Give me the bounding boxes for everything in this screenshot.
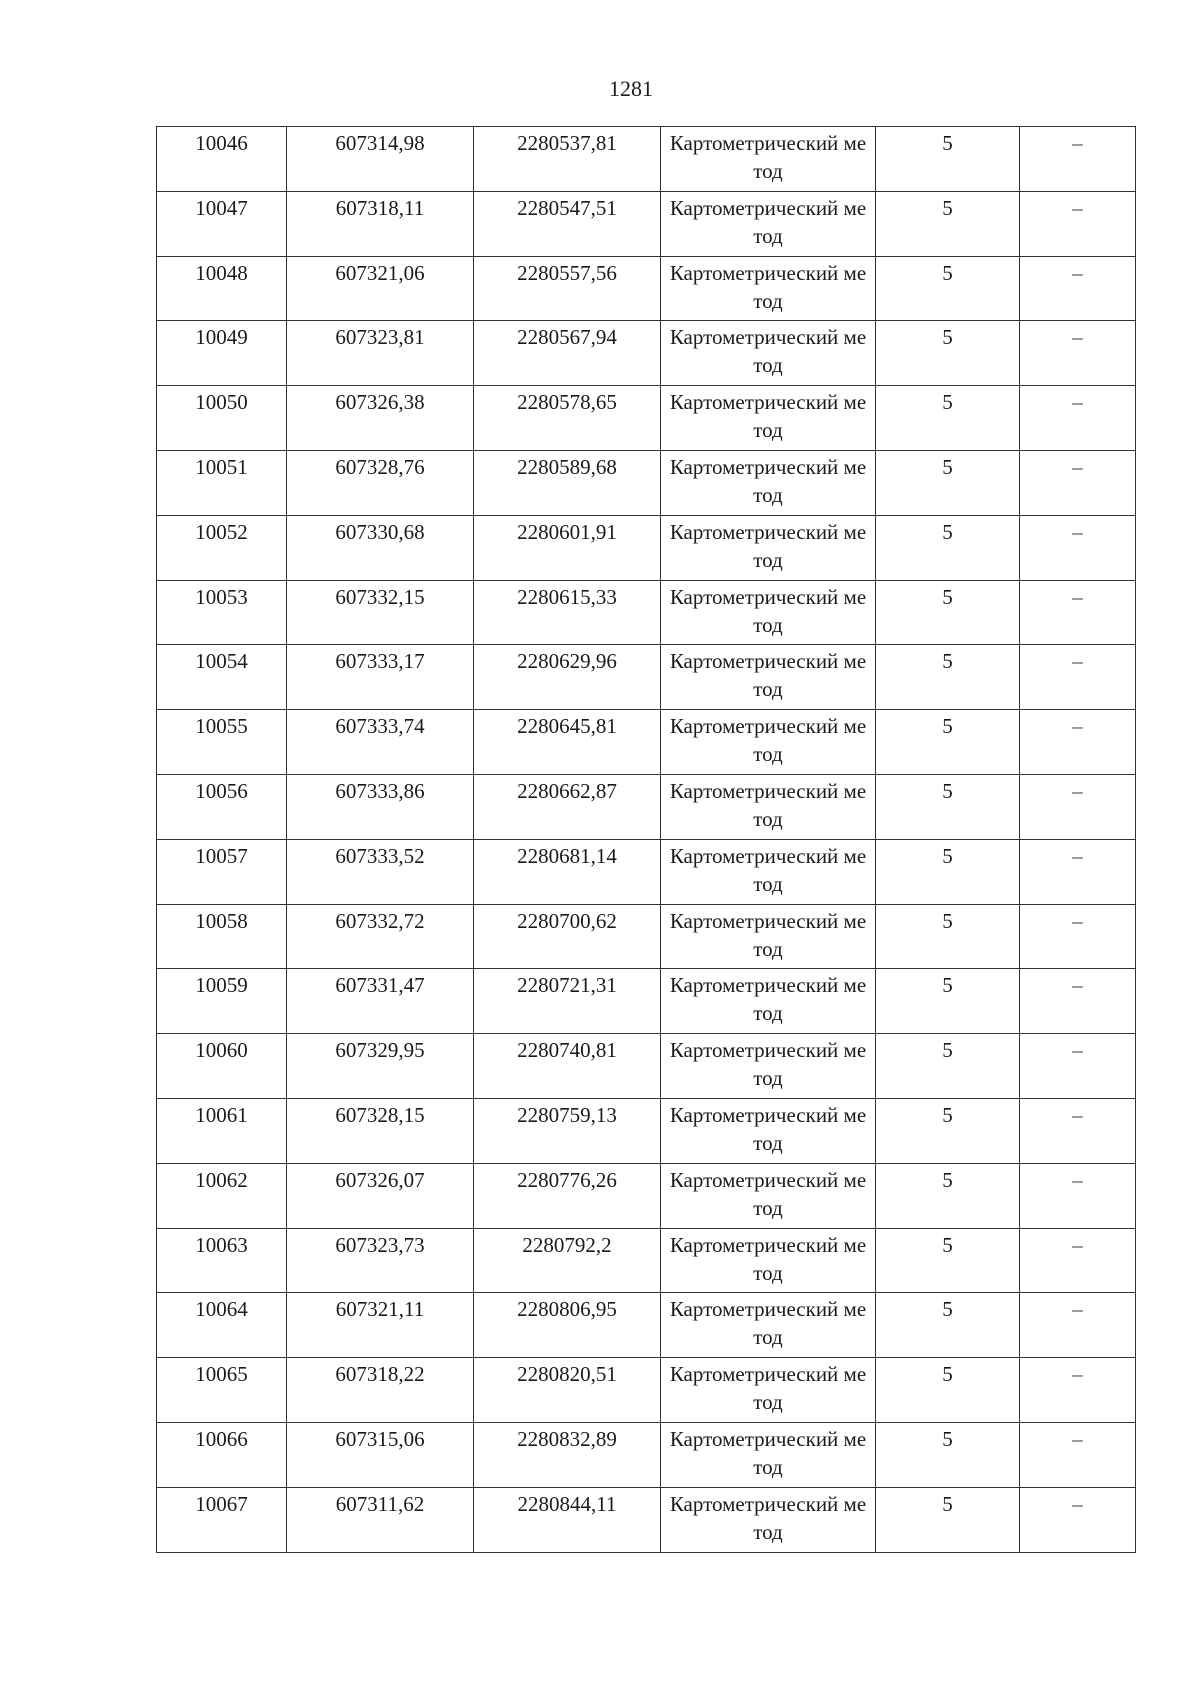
point-number-cell-text: 10054 bbox=[195, 649, 248, 674]
x-coordinate-cell bbox=[287, 1487, 474, 1552]
method-cell-text: Картометрический метод bbox=[669, 325, 867, 378]
note-cell bbox=[1020, 1422, 1136, 1487]
accuracy-cell bbox=[876, 969, 1020, 1034]
y-coordinate-cell bbox=[474, 1034, 661, 1099]
table-body bbox=[157, 127, 1136, 1553]
note-cell-text: – bbox=[1072, 1232, 1083, 1257]
table-row bbox=[157, 1098, 1136, 1163]
note-cell bbox=[1020, 450, 1136, 515]
accuracy-cell bbox=[876, 1163, 1020, 1228]
x-coordinate-cell bbox=[287, 127, 474, 192]
y-coordinate-cell bbox=[474, 1422, 661, 1487]
table-row bbox=[157, 969, 1136, 1034]
y-coordinate-cell-text: 2280681,14 bbox=[517, 843, 617, 868]
point-number-cell bbox=[157, 191, 287, 256]
accuracy-cell bbox=[876, 127, 1020, 192]
accuracy-cell-text: 5 bbox=[942, 843, 953, 868]
y-coordinate-cell-text: 2280589,68 bbox=[517, 454, 617, 479]
accuracy-cell-text: 5 bbox=[942, 584, 953, 609]
note-cell bbox=[1020, 1098, 1136, 1163]
method-cell-text: Картометрический метод bbox=[669, 649, 867, 702]
table-row bbox=[157, 645, 1136, 710]
y-coordinate-cell bbox=[474, 839, 661, 904]
point-number-cell bbox=[157, 839, 287, 904]
note-cell bbox=[1020, 127, 1136, 192]
accuracy-cell bbox=[876, 645, 1020, 710]
point-number-cell bbox=[157, 774, 287, 839]
y-coordinate-cell bbox=[474, 386, 661, 451]
accuracy-cell-text: 5 bbox=[942, 1232, 953, 1257]
y-coordinate-cell-text: 2280700,62 bbox=[517, 908, 617, 933]
note-cell bbox=[1020, 515, 1136, 580]
y-coordinate-cell bbox=[474, 904, 661, 969]
point-number-cell-text: 10063 bbox=[195, 1232, 248, 1257]
table-row bbox=[157, 1422, 1136, 1487]
y-coordinate-cell bbox=[474, 127, 661, 192]
x-coordinate-cell bbox=[287, 1034, 474, 1099]
x-coordinate-cell-text: 607323,81 bbox=[335, 325, 425, 350]
note-cell-text: – bbox=[1072, 973, 1083, 998]
point-number-cell-text: 10056 bbox=[195, 778, 248, 803]
method-cell bbox=[661, 1163, 876, 1228]
x-coordinate-cell bbox=[287, 580, 474, 645]
point-number-cell bbox=[157, 969, 287, 1034]
x-coordinate-cell bbox=[287, 839, 474, 904]
y-coordinate-cell bbox=[474, 515, 661, 580]
method-cell-text: Картометрический метод bbox=[669, 1362, 867, 1415]
accuracy-cell bbox=[876, 1487, 1020, 1552]
point-number-cell-text: 10066 bbox=[195, 1426, 248, 1451]
y-coordinate-cell bbox=[474, 1487, 661, 1552]
accuracy-cell bbox=[876, 1098, 1020, 1163]
y-coordinate-cell bbox=[474, 1163, 661, 1228]
method-cell-text: Картометрический метод bbox=[669, 1167, 867, 1220]
table-row bbox=[157, 1034, 1136, 1099]
method-cell-text: Картометрический метод bbox=[669, 1232, 867, 1285]
method-cell bbox=[661, 191, 876, 256]
accuracy-cell bbox=[876, 515, 1020, 580]
accuracy-cell bbox=[876, 904, 1020, 969]
note-cell bbox=[1020, 710, 1136, 775]
accuracy-cell-text: 5 bbox=[942, 195, 953, 220]
note-cell-text: – bbox=[1072, 1491, 1083, 1516]
point-number-cell-text: 10053 bbox=[195, 584, 248, 609]
table-row bbox=[157, 515, 1136, 580]
point-number-cell-text: 10060 bbox=[195, 1038, 248, 1063]
note-cell bbox=[1020, 386, 1136, 451]
table-row bbox=[157, 1163, 1136, 1228]
method-cell-text: Картометрический метод bbox=[669, 131, 867, 183]
x-coordinate-cell bbox=[287, 515, 474, 580]
accuracy-cell bbox=[876, 1422, 1020, 1487]
table-row bbox=[157, 1358, 1136, 1423]
x-coordinate-cell bbox=[287, 1228, 474, 1293]
method-cell-text: Картометрический метод bbox=[669, 454, 867, 507]
x-coordinate-cell bbox=[287, 710, 474, 775]
point-number-cell-text: 10065 bbox=[195, 1362, 248, 1387]
note-cell-text: – bbox=[1072, 1167, 1083, 1192]
note-cell-text: – bbox=[1072, 454, 1083, 479]
method-cell bbox=[661, 1098, 876, 1163]
x-coordinate-cell bbox=[287, 386, 474, 451]
note-cell-text: – bbox=[1072, 1426, 1083, 1451]
note-cell-text: – bbox=[1072, 390, 1083, 415]
point-number-cell-text: 10062 bbox=[195, 1167, 248, 1192]
accuracy-cell bbox=[876, 450, 1020, 515]
table-row bbox=[157, 904, 1136, 969]
note-cell bbox=[1020, 1034, 1136, 1099]
y-coordinate-cell-text: 2280662,87 bbox=[517, 778, 617, 803]
note-cell-text: – bbox=[1072, 1038, 1083, 1063]
coordinates-table bbox=[156, 126, 1136, 1553]
method-cell bbox=[661, 969, 876, 1034]
y-coordinate-cell bbox=[474, 774, 661, 839]
accuracy-cell-text: 5 bbox=[942, 1362, 953, 1387]
y-coordinate-cell bbox=[474, 710, 661, 775]
method-cell bbox=[661, 127, 876, 192]
point-number-cell bbox=[157, 1034, 287, 1099]
table-row bbox=[157, 710, 1136, 775]
y-coordinate-cell bbox=[474, 321, 661, 386]
x-coordinate-cell-text: 607330,68 bbox=[335, 519, 425, 544]
y-coordinate-cell-text: 2280567,94 bbox=[517, 325, 617, 350]
x-coordinate-cell bbox=[287, 969, 474, 1034]
table-row bbox=[157, 256, 1136, 321]
y-coordinate-cell-text: 2280820,51 bbox=[517, 1362, 617, 1387]
note-cell-text: – bbox=[1072, 325, 1083, 350]
x-coordinate-cell bbox=[287, 774, 474, 839]
accuracy-cell-text: 5 bbox=[942, 1297, 953, 1322]
point-number-cell bbox=[157, 1098, 287, 1163]
method-cell-text: Картометрический метод bbox=[669, 1102, 867, 1155]
x-coordinate-cell-text: 607333,17 bbox=[335, 649, 425, 674]
method-cell bbox=[661, 1358, 876, 1423]
table-row bbox=[157, 774, 1136, 839]
point-number-cell bbox=[157, 1358, 287, 1423]
x-coordinate-cell-text: 607318,11 bbox=[335, 195, 425, 220]
x-coordinate-cell bbox=[287, 1358, 474, 1423]
point-number-cell bbox=[157, 710, 287, 775]
note-cell bbox=[1020, 256, 1136, 321]
note-cell-text: – bbox=[1072, 649, 1083, 674]
y-coordinate-cell-text: 2280645,81 bbox=[517, 714, 617, 739]
x-coordinate-cell-text: 607332,15 bbox=[335, 584, 425, 609]
note-cell-text: – bbox=[1072, 843, 1083, 868]
point-number-cell bbox=[157, 450, 287, 515]
accuracy-cell-text: 5 bbox=[942, 454, 953, 479]
note-cell bbox=[1020, 580, 1136, 645]
point-number-cell bbox=[157, 386, 287, 451]
accuracy-cell bbox=[876, 1034, 1020, 1099]
x-coordinate-cell-text: 607333,74 bbox=[335, 714, 425, 739]
method-cell bbox=[661, 256, 876, 321]
note-cell bbox=[1020, 321, 1136, 386]
method-cell-text: Картометрический метод bbox=[669, 1297, 867, 1350]
method-cell bbox=[661, 1487, 876, 1552]
x-coordinate-cell-text: 607332,72 bbox=[335, 908, 425, 933]
table-row bbox=[157, 386, 1136, 451]
point-number-cell-text: 10049 bbox=[195, 325, 248, 350]
y-coordinate-cell bbox=[474, 256, 661, 321]
point-number-cell bbox=[157, 321, 287, 386]
method-cell bbox=[661, 515, 876, 580]
note-cell bbox=[1020, 1358, 1136, 1423]
x-coordinate-cell-text: 607315,06 bbox=[335, 1426, 425, 1451]
x-coordinate-cell-text: 607318,22 bbox=[335, 1362, 425, 1387]
y-coordinate-cell-text: 2280578,65 bbox=[517, 390, 617, 415]
point-number-cell bbox=[157, 1487, 287, 1552]
y-coordinate-cell bbox=[474, 969, 661, 1034]
note-cell-text: – bbox=[1072, 1362, 1083, 1387]
method-cell bbox=[661, 450, 876, 515]
y-coordinate-cell bbox=[474, 580, 661, 645]
y-coordinate-cell bbox=[474, 191, 661, 256]
accuracy-cell-text: 5 bbox=[942, 131, 953, 155]
point-number-cell bbox=[157, 256, 287, 321]
note-cell bbox=[1020, 1487, 1136, 1552]
y-coordinate-cell-text: 2280615,33 bbox=[517, 584, 617, 609]
x-coordinate-cell bbox=[287, 645, 474, 710]
note-cell-text: – bbox=[1072, 714, 1083, 739]
note-cell-text: – bbox=[1072, 195, 1083, 220]
y-coordinate-cell-text: 2280776,26 bbox=[517, 1167, 617, 1192]
point-number-cell bbox=[157, 580, 287, 645]
y-coordinate-cell-text: 2280547,51 bbox=[517, 195, 617, 220]
point-number-cell bbox=[157, 515, 287, 580]
method-cell-text: Картометрический метод bbox=[669, 519, 867, 572]
point-number-cell-text: 10067 bbox=[195, 1491, 248, 1516]
method-cell-text: Картометрический метод bbox=[669, 584, 867, 637]
point-number-cell-text: 10057 bbox=[195, 843, 248, 868]
x-coordinate-cell bbox=[287, 191, 474, 256]
method-cell-text: Картометрический метод bbox=[669, 1038, 867, 1091]
accuracy-cell-text: 5 bbox=[942, 1167, 953, 1192]
y-coordinate-cell-text: 2280759,13 bbox=[517, 1102, 617, 1127]
y-coordinate-cell bbox=[474, 1228, 661, 1293]
point-number-cell bbox=[157, 1422, 287, 1487]
x-coordinate-cell bbox=[287, 1422, 474, 1487]
y-coordinate-cell-text: 2280792,2 bbox=[522, 1232, 612, 1257]
method-cell bbox=[661, 1034, 876, 1099]
point-number-cell-text: 10052 bbox=[195, 519, 248, 544]
note-cell bbox=[1020, 645, 1136, 710]
method-cell bbox=[661, 1422, 876, 1487]
note-cell-text: – bbox=[1072, 908, 1083, 933]
note-cell bbox=[1020, 969, 1136, 1034]
point-number-cell-text: 10046 bbox=[195, 131, 248, 155]
accuracy-cell bbox=[876, 386, 1020, 451]
y-coordinate-cell-text: 2280557,56 bbox=[517, 260, 617, 285]
point-number-cell bbox=[157, 1163, 287, 1228]
method-cell bbox=[661, 645, 876, 710]
y-coordinate-cell-text: 2280740,81 bbox=[517, 1038, 617, 1063]
note-cell bbox=[1020, 1163, 1136, 1228]
method-cell bbox=[661, 710, 876, 775]
y-coordinate-cell-text: 2280844,11 bbox=[517, 1491, 617, 1516]
x-coordinate-cell-text: 607326,07 bbox=[335, 1167, 425, 1192]
accuracy-cell bbox=[876, 839, 1020, 904]
method-cell-text: Картометрический метод bbox=[669, 195, 867, 248]
point-number-cell-text: 10047 bbox=[195, 195, 248, 220]
method-cell bbox=[661, 904, 876, 969]
method-cell-text: Картометрический метод bbox=[669, 1491, 867, 1544]
x-coordinate-cell-text: 607314,98 bbox=[335, 131, 425, 155]
point-number-cell-text: 10050 bbox=[195, 390, 248, 415]
x-coordinate-cell-text: 607323,73 bbox=[335, 1232, 425, 1257]
x-coordinate-cell bbox=[287, 321, 474, 386]
accuracy-cell-text: 5 bbox=[942, 973, 953, 998]
point-number-cell-text: 10051 bbox=[195, 454, 248, 479]
accuracy-cell bbox=[876, 191, 1020, 256]
note-cell bbox=[1020, 774, 1136, 839]
x-coordinate-cell bbox=[287, 1293, 474, 1358]
y-coordinate-cell bbox=[474, 1293, 661, 1358]
method-cell bbox=[661, 580, 876, 645]
x-coordinate-cell bbox=[287, 1163, 474, 1228]
point-number-cell-text: 10064 bbox=[195, 1297, 248, 1322]
accuracy-cell-text: 5 bbox=[942, 519, 953, 544]
note-cell-text: – bbox=[1072, 1297, 1083, 1322]
x-coordinate-cell-text: 607329,95 bbox=[335, 1038, 425, 1063]
accuracy-cell bbox=[876, 1358, 1020, 1423]
point-number-cell bbox=[157, 645, 287, 710]
x-coordinate-cell-text: 607333,52 bbox=[335, 843, 425, 868]
accuracy-cell-text: 5 bbox=[942, 649, 953, 674]
accuracy-cell-text: 5 bbox=[942, 714, 953, 739]
table-row bbox=[157, 127, 1136, 192]
x-coordinate-cell-text: 607311,62 bbox=[335, 1491, 425, 1516]
method-cell-text: Картометрический метод bbox=[669, 1426, 867, 1479]
y-coordinate-cell-text: 2280601,91 bbox=[517, 519, 617, 544]
point-number-cell bbox=[157, 1293, 287, 1358]
accuracy-cell bbox=[876, 1228, 1020, 1293]
method-cell-text: Картометрический метод bbox=[669, 714, 867, 767]
x-coordinate-cell-text: 607328,76 bbox=[335, 454, 425, 479]
accuracy-cell-text: 5 bbox=[942, 778, 953, 803]
accuracy-cell bbox=[876, 321, 1020, 386]
table-row bbox=[157, 839, 1136, 904]
x-coordinate-cell bbox=[287, 904, 474, 969]
y-coordinate-cell bbox=[474, 1358, 661, 1423]
x-coordinate-cell-text: 607321,11 bbox=[335, 1297, 425, 1322]
x-coordinate-cell-text: 607333,86 bbox=[335, 778, 425, 803]
accuracy-cell-text: 5 bbox=[942, 1426, 953, 1451]
accuracy-cell-text: 5 bbox=[942, 1491, 953, 1516]
method-cell-text: Картометрический метод bbox=[669, 973, 867, 1026]
note-cell bbox=[1020, 1228, 1136, 1293]
note-cell bbox=[1020, 839, 1136, 904]
method-cell bbox=[661, 386, 876, 451]
method-cell-text: Картометрический метод bbox=[669, 843, 867, 896]
point-number-cell-text: 10058 bbox=[195, 908, 248, 933]
method-cell-text: Картометрический метод bbox=[669, 260, 867, 313]
point-number-cell-text: 10048 bbox=[195, 260, 248, 285]
accuracy-cell-text: 5 bbox=[942, 1038, 953, 1063]
method-cell bbox=[661, 839, 876, 904]
accuracy-cell-text: 5 bbox=[942, 1102, 953, 1127]
x-coordinate-cell-text: 607321,06 bbox=[335, 260, 425, 285]
x-coordinate-cell-text: 607328,15 bbox=[335, 1102, 425, 1127]
method-cell bbox=[661, 1293, 876, 1358]
x-coordinate-cell-text: 607326,38 bbox=[335, 390, 425, 415]
point-number-cell bbox=[157, 1228, 287, 1293]
note-cell bbox=[1020, 191, 1136, 256]
table-row bbox=[157, 321, 1136, 386]
table-row bbox=[157, 450, 1136, 515]
point-number-cell-text: 10055 bbox=[195, 714, 248, 739]
note-cell bbox=[1020, 1293, 1136, 1358]
x-coordinate-cell bbox=[287, 1098, 474, 1163]
x-coordinate-cell-text: 607331,47 bbox=[335, 973, 425, 998]
method-cell bbox=[661, 774, 876, 839]
method-cell-text: Картометрический метод bbox=[669, 908, 867, 961]
point-number-cell bbox=[157, 904, 287, 969]
x-coordinate-cell bbox=[287, 450, 474, 515]
page-number: 1281 bbox=[609, 76, 653, 101]
accuracy-cell-text: 5 bbox=[942, 325, 953, 350]
accuracy-cell-text: 5 bbox=[942, 260, 953, 285]
table-row bbox=[157, 1487, 1136, 1552]
accuracy-cell bbox=[876, 1293, 1020, 1358]
point-number-cell-text: 10059 bbox=[195, 973, 248, 998]
note-cell-text: – bbox=[1072, 260, 1083, 285]
note-cell-text: – bbox=[1072, 519, 1083, 544]
accuracy-cell-text: 5 bbox=[942, 390, 953, 415]
method-cell-text: Картометрический метод bbox=[669, 778, 867, 831]
table-row bbox=[157, 191, 1136, 256]
note-cell bbox=[1020, 904, 1136, 969]
y-coordinate-cell bbox=[474, 450, 661, 515]
table-row bbox=[157, 1228, 1136, 1293]
accuracy-cell bbox=[876, 710, 1020, 775]
note-cell-text: – bbox=[1072, 778, 1083, 803]
point-number-cell bbox=[157, 127, 287, 192]
note-cell-text: – bbox=[1072, 1102, 1083, 1127]
accuracy-cell-text: 5 bbox=[942, 908, 953, 933]
accuracy-cell bbox=[876, 580, 1020, 645]
method-cell-text: Картометрический метод bbox=[669, 390, 867, 443]
method-cell bbox=[661, 1228, 876, 1293]
y-coordinate-cell-text: 2280721,31 bbox=[517, 973, 617, 998]
y-coordinate-cell-text: 2280832,89 bbox=[517, 1426, 617, 1451]
table-row bbox=[157, 580, 1136, 645]
table-row bbox=[157, 1293, 1136, 1358]
note-cell-text: – bbox=[1072, 131, 1083, 155]
method-cell bbox=[661, 321, 876, 386]
y-coordinate-cell bbox=[474, 1098, 661, 1163]
x-coordinate-cell bbox=[287, 256, 474, 321]
point-number-cell-text: 10061 bbox=[195, 1102, 248, 1127]
y-coordinate-cell bbox=[474, 645, 661, 710]
note-cell-text: – bbox=[1072, 584, 1083, 609]
accuracy-cell bbox=[876, 774, 1020, 839]
accuracy-cell bbox=[876, 256, 1020, 321]
y-coordinate-cell-text: 2280629,96 bbox=[517, 649, 617, 674]
y-coordinate-cell-text: 2280537,81 bbox=[517, 131, 617, 155]
y-coordinate-cell-text: 2280806,95 bbox=[517, 1297, 617, 1322]
